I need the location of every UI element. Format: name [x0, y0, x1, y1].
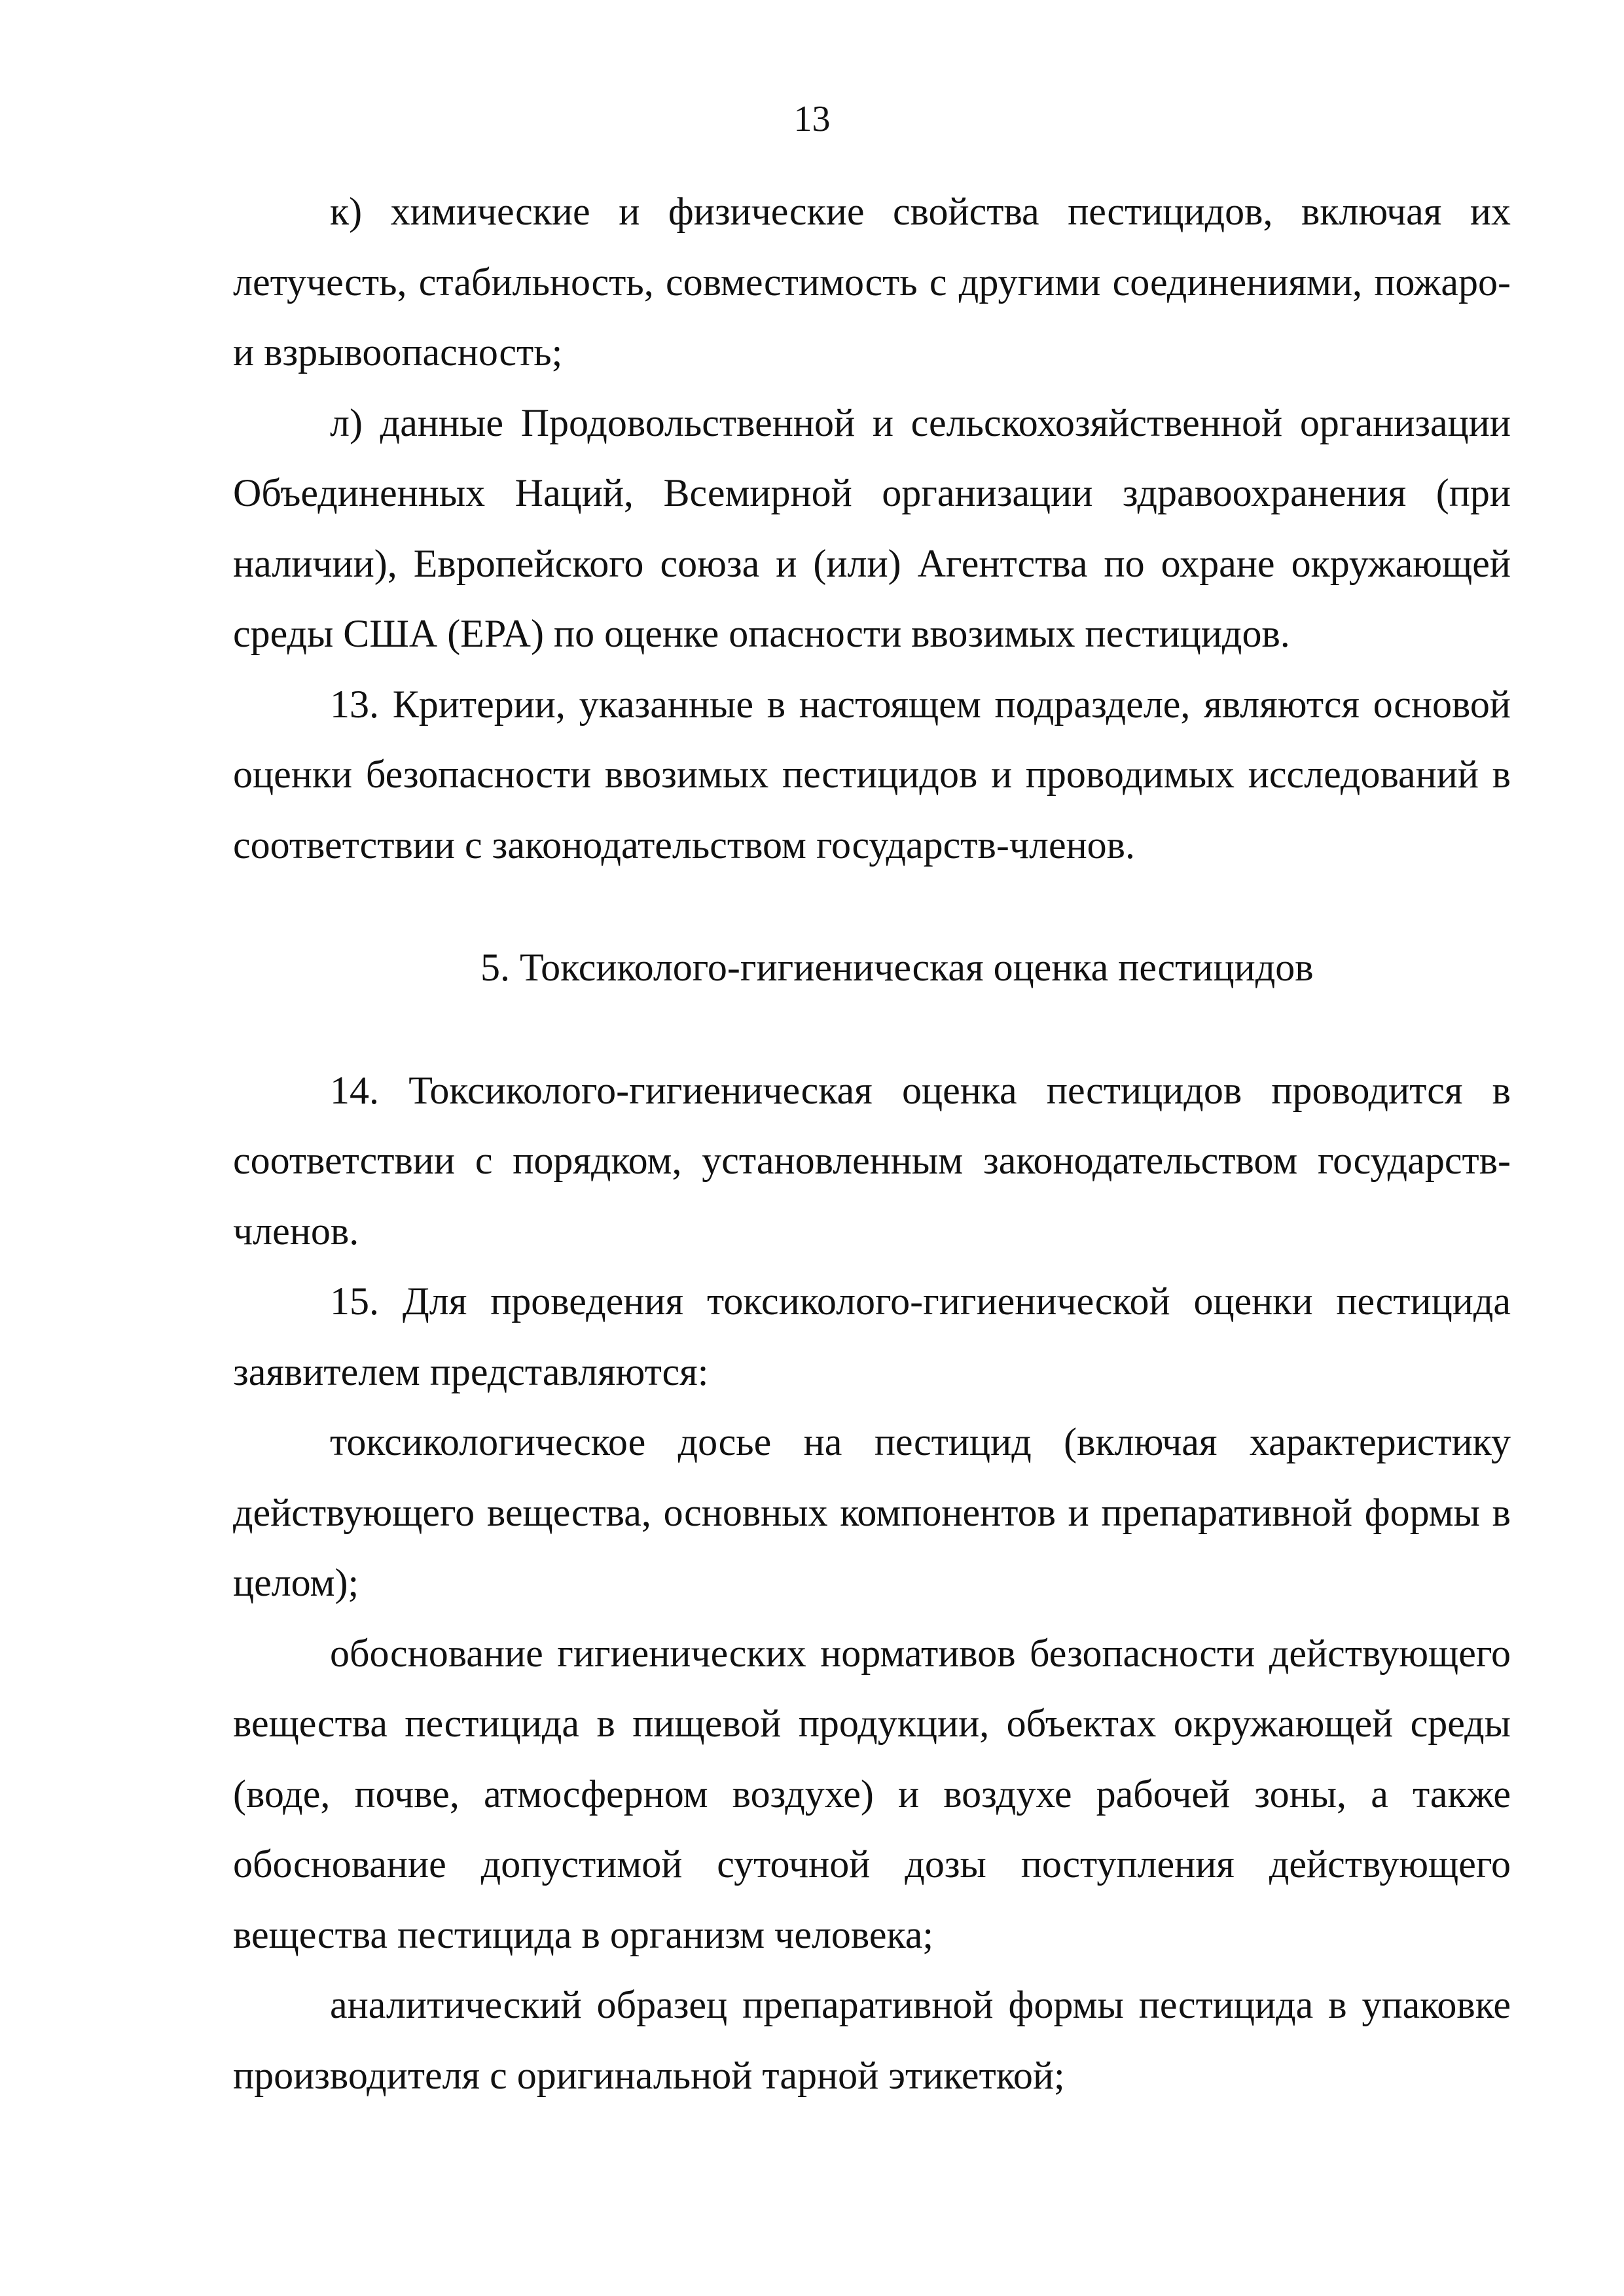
list-item-hygienic-standards: обоснование гигиенических нормативов безопасности действующего вещества пестицида в пищевой продукции, объектах окружающей среды (воде, почве, атмосферном воздухе) и воздухе рабочей зоны, а также обоснование допустимой суточной дозы поступления действующего вещества пестицида в организм человека; [233, 1631, 1511, 1956]
list-item-toxicological-dossier: токсикологическое досье на пестицид (включая характеристику действующего вещества, основных компонентов и препаративной формы в целом); [233, 1420, 1511, 1604]
paragraph-13: 13. Критерии, указанные в настоящем подразделе, являются основой оценки безопасности ввозимых пестицидов и проводимых исследований в соответствии с законодательством государств-членов. [233, 682, 1511, 867]
page-number: 13 [793, 99, 831, 139]
paragraph-item-k: к) химические и физические свойства пестицидов, включая их летучесть, стабильность, совместимость с другими соединениями, пожаро- и взрывоопасность; [233, 190, 1511, 374]
list-item-analytical-sample: аналитический образец препаративной формы пестицида в упаковке производителя с оригинальной тарной этикеткой; [233, 1983, 1511, 2097]
paragraph-14: 14. Токсиколого-гигиеническая оценка пестицидов проводится в соответствии с порядком, установленным законодательством государств-членов. [233, 1068, 1511, 1253]
paragraph-item-l: л) данные Продовольственной и сельскохозяйственной организации Объединенных Наций, Всемирной организации здравоохранения (при наличии), Европейского союза и (или) Агентства по охране окружающей среды США (EPA) по оценке опасности ввозимых пестицидов. [233, 401, 1511, 655]
paragraph-15: 15. Для проведения токсиколого-гигиенической оценки пестицида заявителем представляются: [233, 1280, 1511, 1393]
section-heading: 5. Токсиколого-гигиеническая оценка пестицидов [480, 946, 1314, 989]
page-body [233, 177, 1511, 2111]
